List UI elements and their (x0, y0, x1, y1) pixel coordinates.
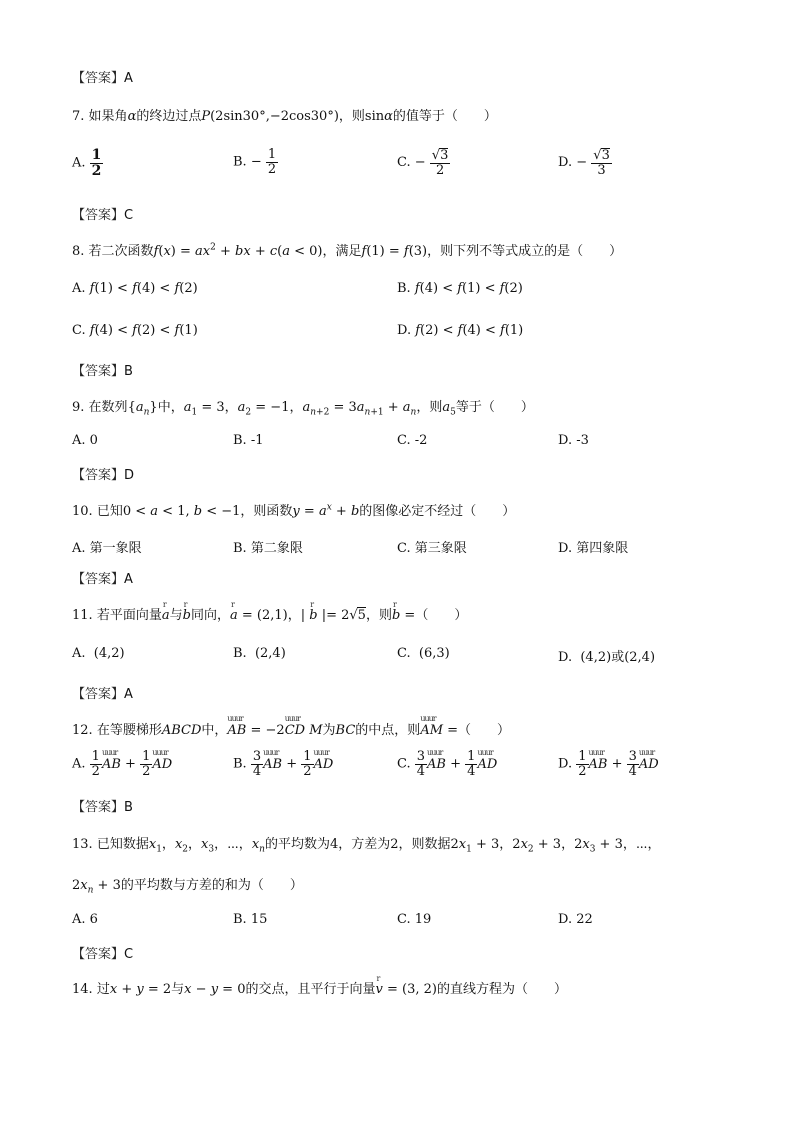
answer-7 (72, 204, 133, 223)
question-text: （ ） (458, 723, 511, 738)
answer-tag: 【答案】 (72, 468, 125, 483)
option-c: C. $\frac{3}{4}$ uuur AB + $\frac{1}{4}$ uuur AD (397, 750, 497, 778)
question-text: 的交点，且平行于向量 (245, 982, 376, 997)
question-text: 在等腰梯形 (96, 723, 162, 738)
question-14: 14. 过x + y = 2与x − y = 0的交点，且平行于向量r v = (3, 2)的直线方程为（ ） (72, 978, 567, 997)
option-b: B. (2,4) (233, 646, 286, 661)
question-13-line-2: $2x_n + 3$的平均数与方差的和为（ ） (72, 878, 303, 896)
answer-tag: 【答案】 (72, 364, 125, 379)
option-a: A. $\frac{1}{2}$ uuur AB + $\frac{1}{2}$ uuur AD (72, 750, 172, 778)
question-text: 中， (157, 400, 184, 415)
option-a: A. 6 (72, 912, 98, 927)
option-or: 或 (611, 650, 625, 665)
question-8: 8. 若二次函数$f(x) = ax^2$ + bx + c(a < 0)，满足f(1) = f(3)，则下列不等式成立的是（ ） (72, 242, 623, 259)
answer-tag: 【答案】 (72, 71, 125, 86)
answer-value: A (124, 687, 133, 702)
option-b: B. -1 (233, 433, 264, 448)
question-text: 的直线方程为（ ） (436, 982, 567, 997)
answer-value: B (124, 800, 133, 815)
question-text: ，则函数 (240, 504, 293, 519)
question-text: 的图像必定不经过（ ） (359, 504, 516, 519)
question-text: 的值等于（ ） (392, 109, 497, 124)
question-text: 的中点，则 (355, 723, 421, 738)
answer-11 (72, 683, 133, 702)
option-d: D. 22 (558, 912, 593, 927)
question-text: ，则 (416, 400, 443, 415)
option-d: D. $\frac{1}{2}$ uuur AB + $\frac{3}{4}$ uuur AD (558, 750, 659, 778)
option-a: A. $\frac{1}{2}$ (72, 147, 102, 179)
option-c: C. − $\frac{√3}{2}$ (397, 148, 449, 178)
question-13: 13. 已知数据$x_1$，$x_2$，$x_3$，⋯，$x_n$的平均数为4，方差为2，则数据$2x_1 + 3$，$2x_2 + 3$，$2x_3 + 3$，⋯， (72, 837, 661, 855)
option-a: A. f(1) < f(4) < f(2) (72, 281, 198, 296)
option-label: A. (72, 155, 86, 171)
question-10: 10. 已知0 < a < 1, b < −1，则函数$y = a^x + b$的图像必定不经过（ ） (72, 502, 516, 519)
option-c: C. 第三象限 (397, 541, 467, 556)
question-text: 的终边过点 (136, 109, 202, 124)
option-label: A. (72, 281, 86, 296)
answer-tag: 【答案】 (72, 208, 125, 223)
question-text: ，则 (365, 608, 392, 623)
option-b: B. − $\frac{1}{2}$ (233, 147, 277, 177)
question-number: 9. (72, 400, 85, 415)
question-text: 已知数据 (96, 837, 149, 852)
option-d: D. 第四象限 (558, 541, 629, 556)
question-7: 7. 如果角α的终边过点P(2sin30°,−2cos30°)，则sinα的值等于（ ） (72, 109, 497, 124)
question-text: 若二次函数 (88, 244, 154, 259)
answer-tag: 【答案】 (72, 687, 125, 702)
question-text: 若平面向量 (96, 608, 162, 623)
option-a: A. 第一象限 (72, 541, 142, 556)
option-label: B. (233, 646, 247, 661)
option-label: C. (397, 155, 411, 171)
option-d: D. − $\frac{√3}{3}$ (558, 148, 610, 178)
option-label: C. (72, 323, 86, 338)
answer-9 (72, 464, 134, 483)
option-d: D. (4,2)或(2,4) (558, 650, 656, 665)
answer-13 (72, 943, 133, 962)
option-label: D. (558, 756, 573, 772)
question-text: ，则 (338, 109, 365, 124)
answer-8 (72, 360, 133, 379)
option-label: D. (558, 155, 573, 171)
question-text: 已知 (96, 504, 123, 519)
question-text: 等于（ ） (455, 400, 534, 415)
question-text: 过 (96, 982, 110, 997)
option-d: D. f(2) < f(4) < f(1) (397, 323, 524, 338)
answer-value: C (124, 208, 134, 223)
question-number: 7. (72, 109, 85, 124)
question-text: ，则下列不等式成立的是（ ） (427, 244, 623, 259)
question-9: 9. 在数列$\{a_n\}$中，$a_1 = 3$，$a_2 = -1$，$a_{n+2} = 3a_{n+1} + a_n$，则$a_5$等于（ ） (72, 400, 534, 418)
option-c: C. (6,3) (397, 646, 450, 661)
question-number: 11. (72, 608, 93, 623)
option-b: B. 第二象限 (233, 541, 303, 556)
option-label: C. (397, 646, 411, 661)
option-d: D. -3 (558, 433, 589, 448)
option-label: A. (72, 646, 86, 661)
question-number: 12. (72, 723, 93, 738)
question-number: 14. (72, 982, 93, 997)
question-text: 的平均数为4，方差为2，则数据 (264, 837, 451, 852)
option-label: A. (72, 756, 86, 772)
option-label: D. (397, 323, 412, 338)
question-text: 的平均数与方差的和为（ ） (120, 878, 303, 893)
option-label: B. (233, 154, 247, 170)
question-text: 如果角 (88, 109, 128, 124)
answer-value: A (124, 572, 133, 587)
option-b: B. f(4) < f(1) < f(2) (397, 281, 523, 296)
answer-value: D (124, 468, 135, 483)
question-number: 10. (72, 504, 93, 519)
question-number: 13. (72, 837, 93, 852)
question-text: （ ） (415, 608, 468, 623)
option-a: A. (4,2) (72, 646, 125, 661)
answer-10 (72, 568, 133, 587)
option-label: B. (397, 281, 411, 296)
question-12: 12. 在等腰梯形ABCD中，uuur AB = −2uuur CD M为BC的中点，则uuur AM =（ ） (72, 719, 510, 738)
question-text: ，满足 (322, 244, 362, 259)
question-number: 8. (72, 244, 85, 259)
option-c: C. f(4) < f(2) < f(1) (72, 323, 198, 338)
question-text: 与 (171, 982, 185, 997)
answer-tag: 【答案】 (72, 800, 125, 815)
option-label: B. (233, 756, 247, 772)
option-b: B. $\frac{3}{4}$ uuur AB + $\frac{1}{2}$ uuur AD (233, 750, 333, 778)
option-label: D. (558, 650, 573, 665)
answer-tag: 【答案】 (72, 572, 125, 587)
answer-12 (72, 796, 133, 815)
answer-value: C (124, 947, 134, 962)
question-11: 11. 若平面向量r a与r b同向，r a = (2,1)，| r b |= 2√5，则r b =（ ） (72, 604, 467, 623)
question-text: 为 (322, 723, 336, 738)
option-c: C. -2 (397, 433, 428, 448)
question-text: 同向， (190, 608, 230, 623)
option-c: C. 19 (397, 912, 432, 927)
option-label: C. (397, 756, 411, 772)
question-text: 在数列 (88, 400, 128, 415)
answer-6 (72, 67, 133, 86)
option-b: B. 15 (233, 912, 268, 927)
answer-value: A (124, 71, 133, 86)
option-a: A. 0 (72, 433, 98, 448)
answer-tag: 【答案】 (72, 947, 125, 962)
answer-value: B (124, 364, 133, 379)
question-text: 中， (201, 723, 228, 738)
question-text: 与 (169, 608, 183, 623)
